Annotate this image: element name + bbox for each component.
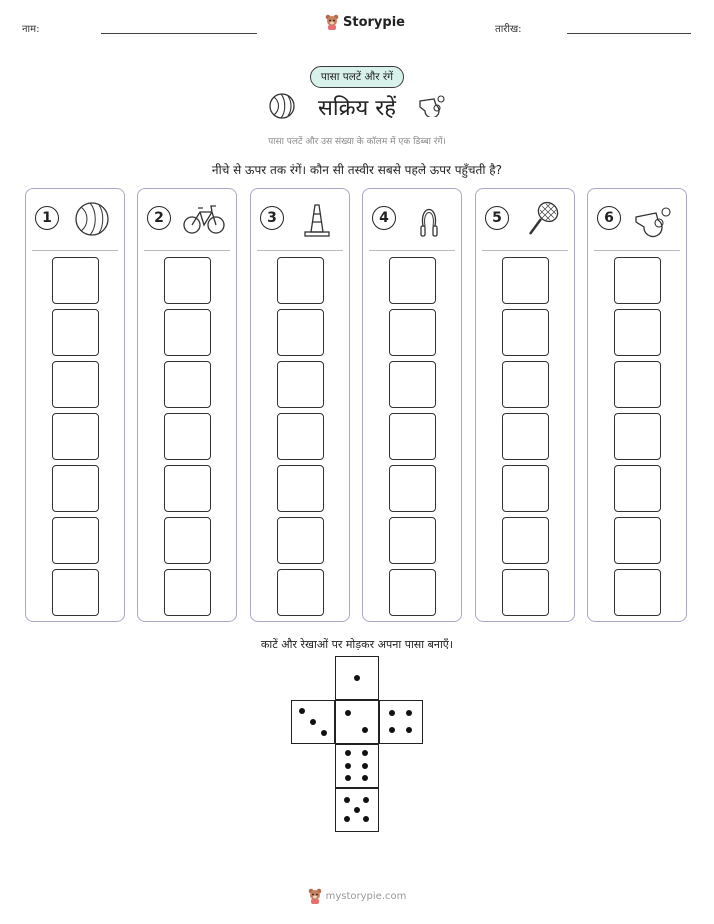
dice-face	[335, 744, 379, 788]
color-box[interactable]	[502, 569, 549, 616]
subtitle: पासा पलटें और उस संख्या के कॉलम में एक डिब्बा रंगें।	[268, 137, 446, 147]
color-box[interactable]	[52, 257, 99, 304]
column-divider	[257, 250, 343, 251]
dice-pip	[362, 775, 368, 781]
date-line[interactable]	[567, 33, 691, 34]
dice-face	[335, 656, 379, 700]
name-line[interactable]	[101, 33, 257, 34]
color-box[interactable]	[614, 361, 661, 408]
bear-icon	[325, 14, 339, 30]
dice-pip	[354, 675, 360, 681]
column-number: 5	[485, 206, 509, 230]
color-box[interactable]	[614, 569, 661, 616]
color-box[interactable]	[277, 309, 324, 356]
color-box[interactable]	[164, 413, 211, 460]
dice-pip	[321, 730, 327, 736]
color-box[interactable]	[614, 465, 661, 512]
color-box[interactable]	[389, 413, 436, 460]
column-5	[475, 188, 575, 622]
bicycle-icon	[182, 200, 226, 238]
color-box[interactable]	[502, 517, 549, 564]
dice-pip	[344, 797, 350, 803]
cone-icon	[295, 200, 339, 238]
color-box[interactable]	[389, 517, 436, 564]
column-number: 3	[260, 206, 284, 230]
whistle-icon	[417, 93, 447, 117]
column-2	[137, 188, 237, 622]
color-box[interactable]	[277, 413, 324, 460]
bear-icon	[308, 888, 322, 904]
dice-pip	[363, 797, 369, 803]
racket-icon	[520, 200, 564, 238]
dice-face	[291, 700, 335, 744]
color-box[interactable]	[164, 361, 211, 408]
dice-pip	[310, 719, 316, 725]
dice-pip	[345, 763, 351, 769]
column-divider	[32, 250, 118, 251]
color-box[interactable]	[52, 465, 99, 512]
column-divider	[482, 250, 568, 251]
whistle-icon	[632, 200, 676, 238]
color-box[interactable]	[277, 361, 324, 408]
column-number: 6	[597, 206, 621, 230]
instruction: नीचे से ऊपर तक रंगें। कौन सी तस्वीर सबसे पहले ऊपर पहुँचती है?	[211, 163, 503, 177]
dice-pip	[389, 710, 395, 716]
color-box[interactable]	[164, 517, 211, 564]
color-box[interactable]	[389, 465, 436, 512]
dice-pip	[362, 727, 368, 733]
color-box[interactable]	[614, 309, 661, 356]
dice-pip	[345, 710, 351, 716]
color-box[interactable]	[389, 361, 436, 408]
color-box[interactable]	[164, 257, 211, 304]
date-label: तारीख:	[495, 24, 522, 35]
dice-pip	[406, 710, 412, 716]
dice-pip	[299, 708, 305, 714]
dice-face	[379, 700, 423, 744]
dice-face	[335, 700, 379, 744]
dice-pip	[362, 763, 368, 769]
column-4	[362, 188, 462, 622]
dice-pip	[362, 750, 368, 756]
color-box[interactable]	[502, 413, 549, 460]
jump-rope-icon	[407, 200, 451, 238]
page-title: सक्रिय रहें	[318, 96, 396, 121]
column-divider	[369, 250, 455, 251]
color-box[interactable]	[502, 257, 549, 304]
brand-logo	[325, 14, 405, 30]
column-number: 1	[35, 206, 59, 230]
column-6	[587, 188, 687, 622]
color-box[interactable]	[277, 257, 324, 304]
footer	[308, 888, 407, 904]
color-box[interactable]	[52, 569, 99, 616]
column-number: 4	[372, 206, 396, 230]
color-box[interactable]	[277, 465, 324, 512]
dice-pip	[345, 750, 351, 756]
name-label: नाम:	[22, 24, 40, 35]
column-number: 2	[147, 206, 171, 230]
color-box[interactable]	[502, 465, 549, 512]
dice-pip	[345, 775, 351, 781]
color-box[interactable]	[164, 309, 211, 356]
dice-pip	[363, 816, 369, 822]
color-box[interactable]	[52, 309, 99, 356]
color-box[interactable]	[164, 465, 211, 512]
column-divider	[144, 250, 230, 251]
color-box[interactable]	[389, 309, 436, 356]
color-box[interactable]	[502, 361, 549, 408]
footer-url: mystorypie.com	[325, 890, 407, 902]
color-box[interactable]	[52, 413, 99, 460]
dice-pip	[389, 727, 395, 733]
color-box[interactable]	[614, 257, 661, 304]
title-badge: पासा पलटें और रंगें	[310, 66, 404, 88]
dice-pip	[354, 807, 360, 813]
color-box[interactable]	[164, 569, 211, 616]
color-box[interactable]	[614, 517, 661, 564]
color-box[interactable]	[389, 257, 436, 304]
dice-face	[335, 788, 379, 832]
column-3	[250, 188, 350, 622]
brand-name: Storypie	[343, 14, 405, 30]
dice-pip	[344, 816, 350, 822]
column-1	[25, 188, 125, 622]
color-box[interactable]	[277, 517, 324, 564]
color-box[interactable]	[389, 569, 436, 616]
dice-pip	[406, 727, 412, 733]
color-box[interactable]	[52, 361, 99, 408]
color-box[interactable]	[502, 309, 549, 356]
column-divider	[594, 250, 680, 251]
dice-instruction: काटें और रेखाओं पर मोड़कर अपना पासा बनाएँ।	[260, 638, 454, 651]
ball-icon	[70, 200, 114, 238]
color-box[interactable]	[614, 413, 661, 460]
color-box[interactable]	[277, 569, 324, 616]
color-box[interactable]	[52, 517, 99, 564]
